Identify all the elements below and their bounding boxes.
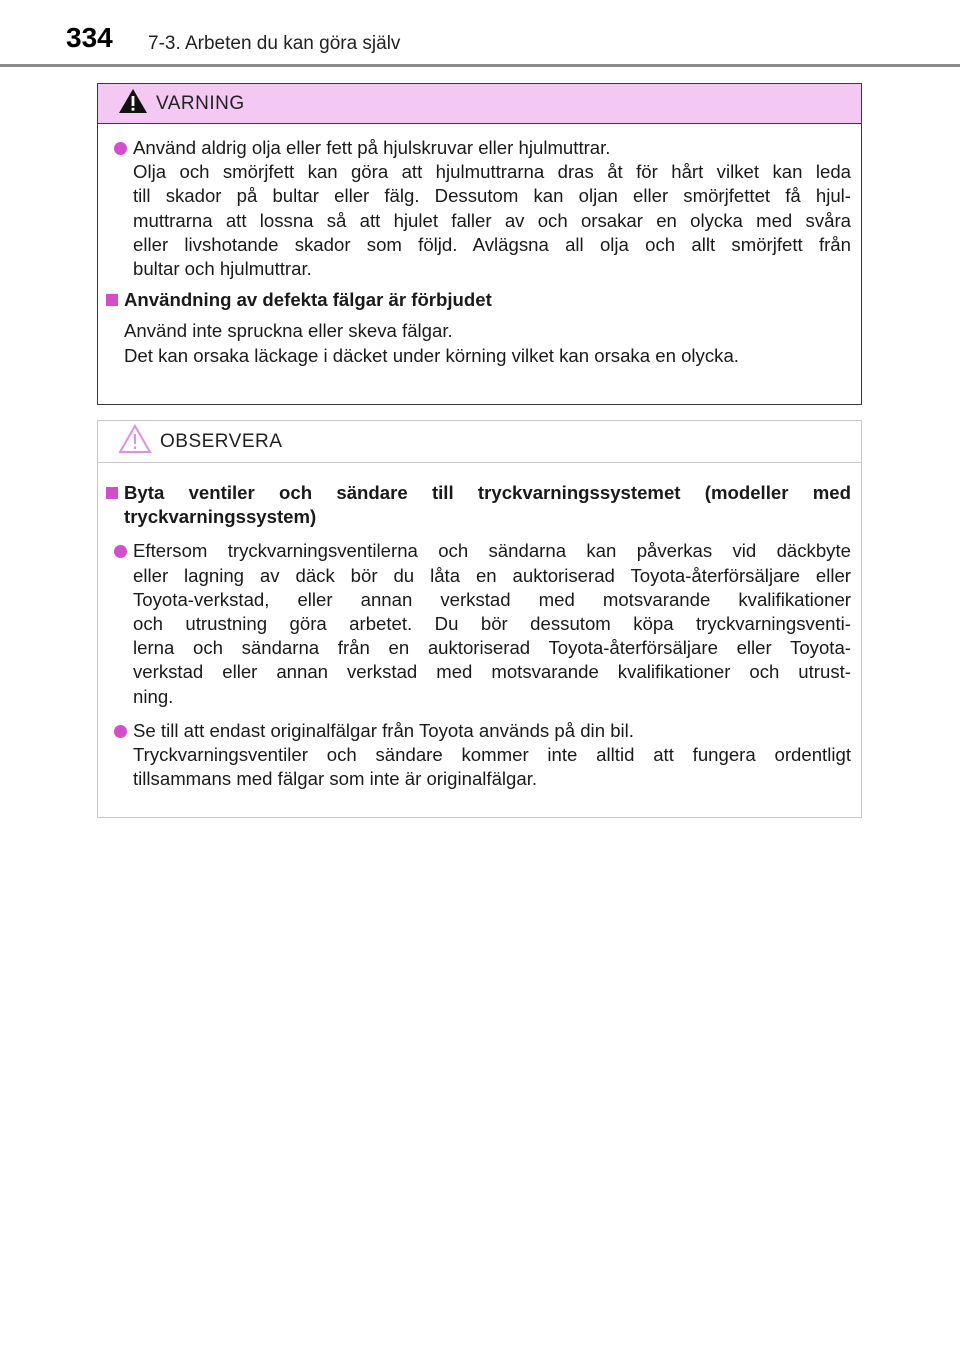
notice-heading-line-1: Byta ventiler och sändare till tryckvarningssystemet (modeller med (124, 482, 851, 503)
page-number: 334 (66, 22, 113, 53)
warning-item-1 (106, 136, 851, 281)
notice-item-2-line-1: Se till att endast originalfälgar från Toyota används på din bil. (133, 719, 634, 741)
warning-body (98, 124, 861, 368)
warning-item-1-line-4: eller livshotande skador som följd. Avlägsna all olja och allt smörjfett från (133, 233, 851, 255)
warning-triangle-icon (118, 88, 148, 119)
warning-item-1-line-5: bultar och hjulmuttrar. (133, 258, 312, 280)
bullet-dot-icon (114, 142, 127, 155)
notice-item-1-line-5: lerna och sändarna från en auktoriserad Toyota-återförsäljare eller Toyota- (133, 637, 851, 659)
notice-header (98, 421, 861, 463)
notice-item-2-line-3: tillsammans med fälgar som inte är originalfälgar. (133, 768, 538, 790)
notice-item-2-line-2: Tryckvarningsventiler och sändare kommer inte alltid att fungera ordentligt (133, 744, 851, 766)
warning-header (98, 84, 861, 124)
notice-item-1 (106, 539, 851, 708)
notice-item-1-line-1: Eftersom tryckvarningsventilerna och sändarna kan påverkas vid däckbyte (133, 540, 851, 562)
section-title: 7-3. Arbeten du kan göra själv (148, 33, 401, 54)
notice-item-1-line-4: och utrustning göra arbetet. Du bör dessutom köpa tryckvarningsventi- (133, 613, 851, 635)
notice-item-1-line-3: Toyota-verkstad, eller annan verkstad med motsvarande kvalifikationer (133, 588, 851, 610)
notice-box (97, 420, 862, 818)
warning-section-2-line-2: Det kan orsaka läckage i däcket under körning vilket kan orsaka en olycka. (124, 344, 739, 366)
warning-section-2 (106, 288, 851, 312)
warning-item-1-line-1: Olja och smörjfett kan göra att hjulmuttrarna dras åt för hårt vilket kan leda (133, 161, 851, 183)
warning-item-1-line-3: muttrarna att lossna så att hjulet faller av och orsakar en olycka med svåra (133, 209, 851, 231)
bullet-dot-icon (114, 545, 127, 558)
bullet-square-icon (106, 487, 118, 499)
notice-item-1-line-6: verkstad eller annan verkstad med motsvarande kvalifikationer och utrust- (133, 661, 851, 683)
warning-box (97, 83, 862, 405)
bullet-square-icon (106, 294, 118, 306)
warning-item-1-line-2: till skador på bultar eller fälg. Dessutom kan oljan eller smörjfettet få hjul- (133, 185, 851, 207)
header-rule (0, 64, 960, 67)
notice-item-1-line-7: ning. (133, 685, 174, 707)
notice-item-2 (106, 719, 851, 792)
warning-section-2-heading: Användning av defekta fälgar är förbjudet (124, 289, 492, 311)
bullet-dot-icon (114, 725, 127, 738)
notice-label: OBSERVERA (160, 430, 283, 452)
notice-heading-line-2: tryckvarningssystem) (124, 506, 317, 528)
warning-item-1-lead: Använd aldrig olja eller fett på hjulskruvar eller hjulmuttrar. (133, 137, 611, 158)
warning-section-2-line-1: Använd inte spruckna eller skeva fälgar. (124, 320, 453, 342)
warning-label: VARNING (156, 92, 245, 114)
caution-triangle-icon (118, 424, 152, 459)
notice-section-1 (106, 481, 851, 529)
notice-body (98, 463, 861, 791)
notice-item-1-line-2: eller lagning av däck bör du låta en auktoriserad Toyota-återförsäljare eller (133, 564, 851, 586)
